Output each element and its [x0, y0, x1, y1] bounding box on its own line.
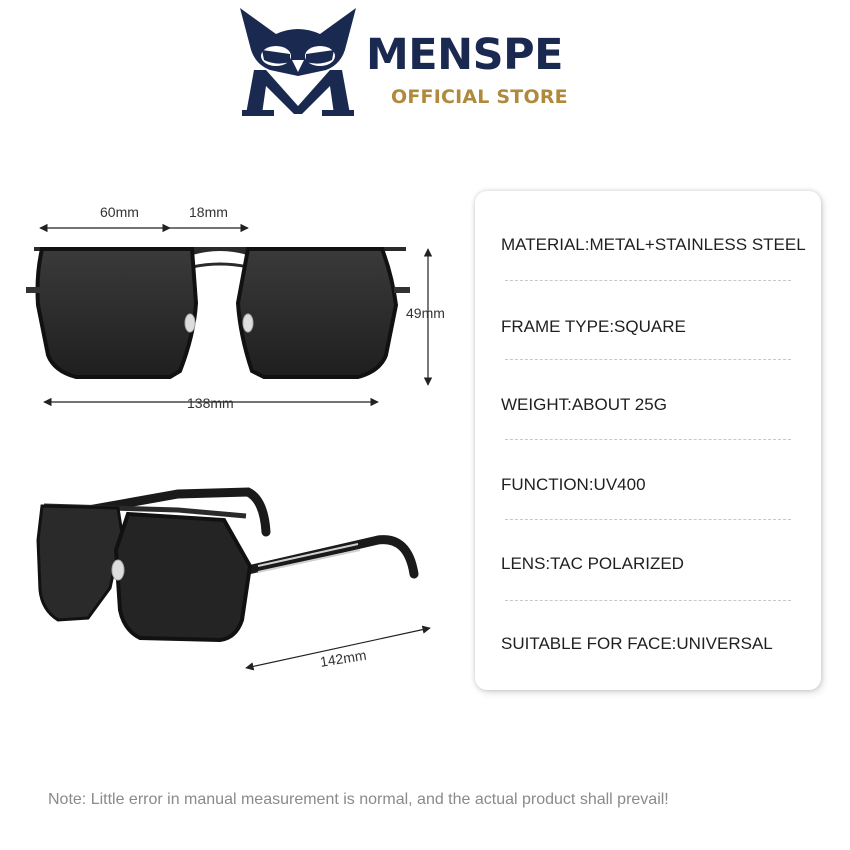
spec-frame-type: FRAME TYPE:SQUARE — [501, 317, 686, 336]
measurement-note: Note: Little error in manual measurement is normal, and the actual product shall prevail! — [48, 791, 669, 808]
spec-divider — [505, 439, 791, 440]
bridge-width-label: 18mm — [189, 204, 228, 220]
lens-height-label: 49mm — [406, 305, 445, 321]
lens-width-label: 60mm — [100, 204, 139, 220]
temple-length-label: 142mm — [318, 646, 368, 670]
spec-lens: LENS:TAC POLARIZED — [501, 554, 684, 573]
far-lens — [38, 506, 122, 620]
right-lens — [238, 249, 396, 377]
spec-divider — [505, 600, 791, 601]
near-lens — [116, 514, 250, 640]
spec-divider — [505, 280, 791, 281]
frame-width-label: 138mm — [187, 395, 234, 411]
spec-divider — [505, 359, 791, 360]
owl-m-logo-icon — [236, 6, 361, 118]
spec-divider — [505, 519, 791, 520]
brand-name: MENSPE — [366, 30, 564, 80]
front-view-diagram — [20, 195, 450, 425]
brand-logo — [236, 6, 636, 118]
spec-face: SUITABLE FOR FACE:UNIVERSAL — [501, 634, 773, 653]
spec-function: FUNCTION:UV400 — [501, 475, 646, 494]
spec-weight: WEIGHT:ABOUT 25G — [501, 395, 667, 414]
left-lens — [38, 249, 197, 377]
spec-material: MATERIAL:METAL+STAINLESS STEEL — [501, 235, 806, 254]
side-view-diagram — [28, 470, 448, 690]
brand-subtitle: OFFICIAL STORE — [391, 86, 568, 108]
spec-card — [475, 191, 821, 690]
